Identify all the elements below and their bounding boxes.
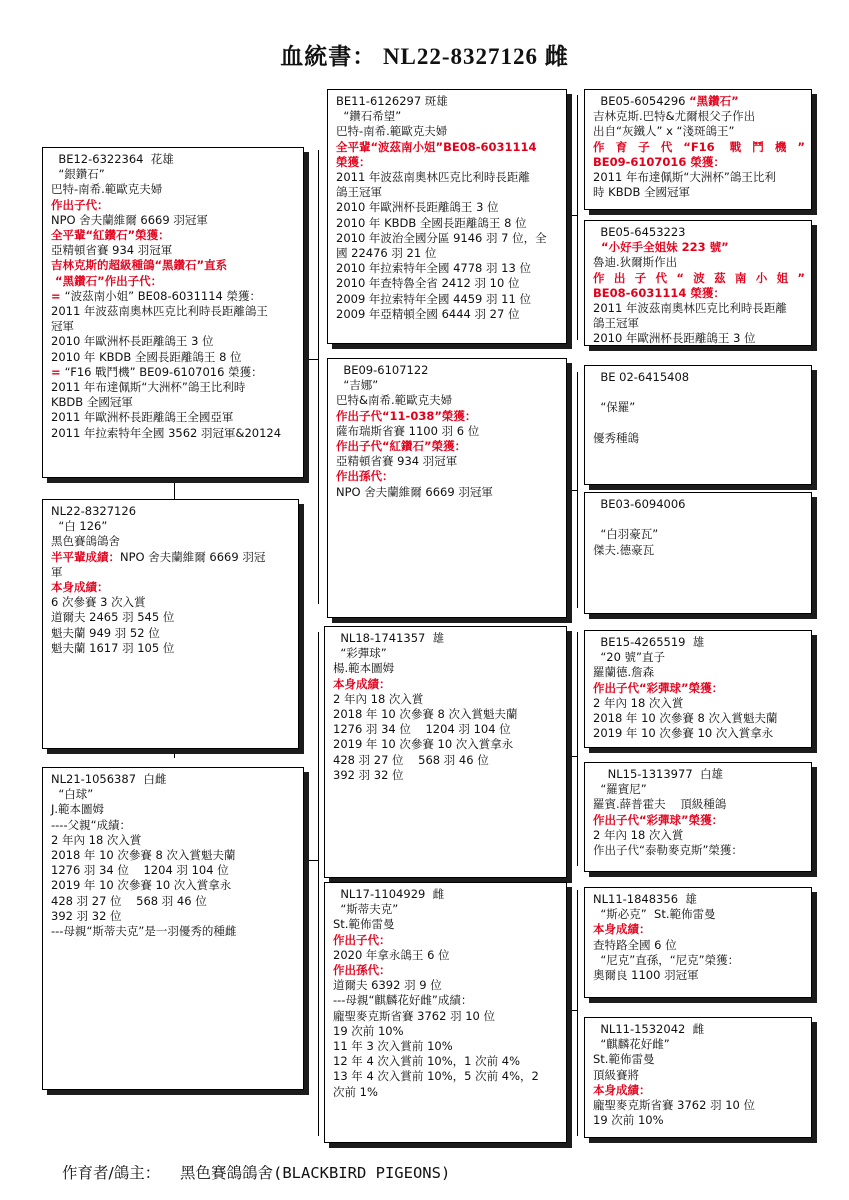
pedigree-line: 次前 1% <box>333 1084 378 1099</box>
connector-line <box>577 632 578 866</box>
pedigree-line: ----父親“成績： <box>51 817 132 832</box>
pedigree-line: 作出子代“11-038”榮獲： <box>336 408 477 423</box>
pedigree-line: 查特路全國 6 位 <box>593 937 677 952</box>
pedigree-line: 亞精頓省賽 934 羽冠軍 <box>336 454 458 469</box>
pigeon-card-sire <box>42 147 304 478</box>
pedigree-line-segment: NPO 舍夫蘭維爾 6669 羽冠 <box>120 549 266 564</box>
pedigree-line: NL11-1532042 雌 <box>593 1022 705 1036</box>
connector-line <box>577 890 578 1136</box>
pedigree-line-segment: “黑鑽石” <box>689 94 739 108</box>
pigeon-card-ssd <box>584 220 812 346</box>
pedigree-line: 2010 年歐洲杯長距離鴿王 3 位 <box>593 331 756 346</box>
pedigree-line <box>51 289 297 304</box>
page-title: 血統書： NL22-8327126 雌 <box>280 44 569 69</box>
pedigree-line: BE11-6126297 斑雄 <box>336 94 448 108</box>
pedigree-line: 2010 年歐洲杯長距離鴿王 3 位 <box>51 334 214 349</box>
pedigree-line: 392 羽 32 位 <box>51 908 122 923</box>
pedigree-line: BE12-6322364 花雄 <box>51 152 174 166</box>
pedigree-line: St.範佈雷曼 <box>593 1052 655 1067</box>
pedigree-line: 2011 年布達佩斯“大洲杯”鴿王比利時 <box>51 380 246 395</box>
breeder-footer <box>62 1161 450 1183</box>
connector-line <box>577 95 578 340</box>
pedigree-line: “白球” <box>51 787 94 802</box>
pedigree-line: “白羽豪瓦” <box>593 527 659 542</box>
pedigree-line: 黑色賽鴿鴿舍 <box>51 534 120 549</box>
pedigree-line: 軍 <box>51 564 63 579</box>
pedigree-line: 2010 年拉索特年全國 4778 羽 13 位 <box>336 261 531 276</box>
pedigree-line: 道爾夫 2465 羽 545 位 <box>51 610 175 625</box>
pedigree-line: “銀鑽石” <box>51 167 105 182</box>
pedigree-line: 傑夫.德豪瓦 <box>593 542 655 557</box>
pedigree-line: 2020 年拿永鴿王 6 位 <box>333 947 450 962</box>
breeder-name-en: (BLACKBIRD PIGEONS) <box>272 1164 451 1182</box>
pedigree-line-segment: 半平輩成績： <box>51 549 120 564</box>
pedigree-line: 19 次前 10% <box>333 1023 404 1038</box>
pedigree-line: 作出孫代： <box>333 963 391 978</box>
pedigree-line: 作出子代“彩彈球”榮獲： <box>593 680 724 695</box>
pedigree-line: “斯必克” St.範佈雷曼 <box>593 907 716 922</box>
pedigree-line-segment: “波茲南小姐” BE08-6031114 榮獲： <box>64 288 262 303</box>
connector-line <box>567 1010 577 1011</box>
pedigree-line: KBDB 全國冠軍 <box>51 395 133 410</box>
pedigree-line: 道爾夫 6392 羽 9 位 <box>333 978 442 993</box>
pedigree-line: “20 號”直子 <box>593 650 666 665</box>
pedigree-line: “斯蒂夫克” <box>333 902 399 917</box>
pedigree-line: BE03-6094006 <box>593 497 686 511</box>
connector-line <box>577 372 578 608</box>
pedigree-line: NL21-1056387 白雌 <box>51 772 167 786</box>
pedigree-line: “黑鑽石”作出子代： <box>51 273 163 288</box>
pedigree-line: 2010 年 KBDB 全國長距離鴿王 8 位 <box>51 349 242 364</box>
pedigree-line: NPO 舍夫蘭維爾 6669 羽冠軍 <box>336 484 493 499</box>
pedigree-line: “尼克”直孫，“尼克”榮獲： <box>593 952 740 967</box>
pedigree-line: 2 年內 18 次入賞 <box>51 832 142 847</box>
pedigree-line: 428 羽 27 位 568 羽 46 位 <box>51 893 207 908</box>
pedigree-line <box>51 365 297 380</box>
pedigree-line: 本身成績： <box>593 1082 651 1097</box>
pedigree-line: 2011 年歐洲杯長距離鴿王全國亞軍 <box>51 410 234 425</box>
pedigree-line: 本身成績： <box>333 676 391 691</box>
pigeon-card-sds <box>584 365 812 485</box>
pedigree-line: 魁夫蘭 1617 羽 105 位 <box>51 640 175 655</box>
pedigree-line: 1276 羽 34 位 1204 羽 104 位 <box>51 863 229 878</box>
pedigree-line: 鴿王冠軍 <box>593 316 639 331</box>
pedigree-line <box>593 416 805 431</box>
pedigree-line: 2011 年波茲南奧林匹克比利時長距離鴿王 <box>51 304 268 319</box>
pedigree-line: 1276 羽 34 位 1204 羽 104 位 <box>333 722 511 737</box>
pedigree-line: 2009 年亞精頓全國 6444 羽 27 位 <box>336 306 520 321</box>
pedigree-line: 2011 年波茲南奧林匹克比利時長距離 <box>336 170 530 185</box>
pedigree-line: 亞精頓省賽 934 羽冠軍 <box>51 243 173 258</box>
pigeon-card-ddd <box>584 1017 812 1138</box>
pedigree-line: 作出子代“紅鑽石”榮獲： <box>336 439 467 454</box>
pedigree-line: 頂級賽將 <box>593 1067 639 1082</box>
connector-line <box>567 490 577 491</box>
pedigree-line: 2009 年拉索特年全國 4459 羽 11 位 <box>336 291 531 306</box>
pedigree-line: 2010 年查特魯全省 2412 羽 10 位 <box>336 276 520 291</box>
connector-line <box>303 359 318 360</box>
pedigree-line: “小好手全姐妹 223 號” <box>593 240 729 255</box>
pedigree-line: 出自“灰鐵人” x “淺斑鴿王” <box>593 124 735 139</box>
pedigree-line: BE15-4265519 雄 <box>593 635 705 649</box>
pedigree-line: 2 年內 18 次入賞 <box>593 695 684 710</box>
pedigree-line: 作出子代： <box>51 197 109 212</box>
pedigree-line: 魯迪.狄爾斯作出 <box>593 255 678 270</box>
pedigree-line: 作出子代“泰勒麥克斯”榮獲： <box>593 843 743 858</box>
pedigree-line: 13 年 4 次入賞前 10%，5 次前 4%，2 <box>333 1069 539 1084</box>
pedigree-line <box>593 385 805 400</box>
pedigree-line: 12 年 4 次入賞前 10%，1 次前 4% <box>333 1054 521 1069</box>
connector-line <box>318 150 319 604</box>
pedigree-line: 11 年 3 次入賞前 10% <box>333 1039 453 1054</box>
pedigree-line: 羅蘭德.詹森 <box>593 665 655 680</box>
pedigree-line: “白 126” <box>51 519 108 534</box>
pedigree-line: 巴特-南希.範歐克夫婦 <box>336 124 448 139</box>
pedigree-line: 榮獲： <box>336 154 371 169</box>
pigeon-card-sire-sire <box>327 89 567 344</box>
pedigree-line: 6 次參賽 3 次入賞 <box>51 595 146 610</box>
pedigree-line: BE09-6107122 <box>336 363 429 377</box>
pedigree-line: “吉娜” <box>336 378 379 393</box>
pedigree-line: NL18-1741357 雄 <box>333 631 445 645</box>
pigeon-card-dam-sire <box>324 626 567 878</box>
pedigree-line: BE05-6453223 <box>593 225 686 239</box>
pedigree-line <box>593 512 805 527</box>
pedigree-line: “麒麟花好雌” <box>593 1037 670 1052</box>
pedigree-line: 巴特&南希.範歐克夫婦 <box>336 393 453 408</box>
pedigree-line: “保羅” <box>593 400 636 415</box>
pedigree-line: “彩彈球” <box>333 646 387 661</box>
pedigree-line: 2018 年 10 次參賽 8 次入賞魁夫蘭 <box>333 707 518 722</box>
pedigree-line: 冠軍 <box>51 319 74 334</box>
pedigree-line: 作育子代“F16 戰鬥機” <box>593 139 805 154</box>
pedigree-line: 2019 年 10 次參賽 10 次入賞拿永 <box>333 737 514 752</box>
pigeon-card-subject <box>42 499 299 749</box>
breeder-name: 黑色賽鴿鴿舍 <box>179 1164 273 1182</box>
pedigree-line: NL17-1104929 雌 <box>333 887 445 901</box>
pedigree-line: 國 22476 羽 21 位 <box>336 246 437 261</box>
pedigree-line: 2010 年 KBDB 全國長距離鴿王 8 位 <box>336 215 527 230</box>
pedigree-line: 作出子代“波茲南小姐” <box>593 270 805 285</box>
pedigree-line: BE09-6107016 榮獲： <box>593 154 725 169</box>
pedigree-line: 2010 年波治全國分區 9146 羽 7 位，全 <box>336 230 547 245</box>
pedigree-line: J.範本圖姆 <box>51 802 105 817</box>
pedigree-line: “鑽石希望” <box>336 109 402 124</box>
pedigree-line: 2011 年波茲南奧林匹克比利時長距離 <box>593 301 787 316</box>
pigeon-card-sire-dam <box>327 358 567 618</box>
pedigree-line: 2011 年布達佩斯“大洲杯”鴿王比利 <box>593 170 776 185</box>
pedigree-line: 2019 年 10 次參賽 10 次入賞拿永 <box>593 726 774 741</box>
pedigree-line <box>593 94 805 109</box>
pedigree-line: 2010 年歐洲杯長距離鴿王 3 位 <box>336 200 499 215</box>
pedigree-line: 392 羽 32 位 <box>333 767 404 782</box>
pedigree-line: 本身成績： <box>593 922 651 937</box>
pedigree-line: 奧爾良 1100 羽冠軍 <box>593 968 699 983</box>
pedigree-line: 作出子代“彩彈球”榮獲： <box>593 812 724 827</box>
connector-line <box>303 860 318 861</box>
pedigree-line: 鴿王冠軍 <box>336 185 382 200</box>
pedigree-line: ---母親“麒麟花好雌”成績： <box>333 993 473 1008</box>
pedigree-line: 19 次前 10% <box>593 1113 664 1128</box>
pigeon-card-sss <box>584 89 812 210</box>
breeder-label: 作育者/鴿主： <box>62 1164 161 1182</box>
pedigree-line-segment: BE05-6054296 <box>593 94 690 108</box>
pedigree-line: 全平輩“紅鑽石”榮獲： <box>51 228 170 243</box>
pedigree-line: 時 KBDB 全國冠軍 <box>593 185 690 200</box>
pedigree-line: NL15-1313977 白雄 <box>593 767 723 781</box>
pedigree-line: 龐聖麥克斯省賽 3762 羽 10 位 <box>593 1098 756 1113</box>
pedigree-line: 楊.範本圖姆 <box>333 661 395 676</box>
pedigree-line: 2 年內 18 次入賞 <box>333 691 424 706</box>
pedigree-line-segment: = <box>51 288 65 303</box>
pedigree-line: 作出子代： <box>333 932 391 947</box>
pedigree-line <box>51 550 292 565</box>
pedigree-line: 吉林克斯.巴特&尤爾根父子作出 <box>593 109 756 124</box>
pigeon-card-dds <box>584 887 812 998</box>
pedigree-line: 2019 年 10 次參賽 10 次入賞拿永 <box>51 878 232 893</box>
pedigree-line: 2 年內 18 次入賞 <box>593 827 684 842</box>
pedigree-line-segment: = <box>51 364 65 379</box>
pedigree-line: NL11-1848356 雄 <box>593 892 697 906</box>
pedigree-line: NPO 舍夫蘭維爾 6669 羽冠軍 <box>51 212 208 227</box>
pedigree-line: 全平輩“波茲南小姐”BE08-6031114 <box>336 139 537 154</box>
pedigree-line: BE08-6031114 榮獲： <box>593 285 725 300</box>
pedigree-line: BE 02-6415408 <box>593 370 690 384</box>
pigeon-card-sdd <box>584 492 812 614</box>
pedigree-line: St.範佈雷曼 <box>333 917 395 932</box>
pedigree-line: “羅賓尼” <box>593 782 647 797</box>
pedigree-line: 龐聖麥克斯省賽 3762 羽 10 位 <box>333 1008 496 1023</box>
pedigree-line: ---母親“斯蒂夫克”是一羽優秀的種雌 <box>51 924 237 939</box>
connector-line <box>318 632 319 1136</box>
pedigree-line: 巴特-南希.範歐克夫婦 <box>51 182 163 197</box>
pigeon-card-dss <box>584 630 812 748</box>
pedigree-line-segment: “F16 戰鬥機” BE09-6107016 榮獲： <box>64 364 263 379</box>
pedigree-line: 優秀種鴿 <box>593 430 639 445</box>
pedigree-line: 吉林克斯的超級種鴿“黑鑽石”直系 <box>51 258 228 273</box>
pedigree-line: 本身成績： <box>51 580 109 595</box>
pedigree-line: 2018 年 10 次參賽 8 次入賞魁夫蘭 <box>593 711 778 726</box>
pedigree-line: NL22-8327126 <box>51 504 137 518</box>
connector-line <box>567 215 577 216</box>
pedigree-line: 羅賓.薛普霍夫 頂級種鴿 <box>593 797 727 812</box>
pedigree-line: 2018 年 10 次參賽 8 次入賞魁夫蘭 <box>51 848 236 863</box>
pigeon-card-dam <box>42 767 304 1090</box>
pigeon-card-dsd <box>584 762 812 872</box>
pedigree-line: 薩布瑞斯省賽 1100 羽 6 位 <box>336 423 480 438</box>
pedigree-line: 作出孫代： <box>336 469 394 484</box>
connector-line <box>567 756 577 757</box>
pedigree-line: 魁夫蘭 949 羽 52 位 <box>51 625 160 640</box>
pigeon-card-dam-dam <box>324 882 567 1143</box>
pedigree-line: 2011 年拉索特年全國 3562 羽冠軍&20124 <box>51 425 282 440</box>
pedigree-line: 428 羽 27 位 568 羽 46 位 <box>333 752 489 767</box>
